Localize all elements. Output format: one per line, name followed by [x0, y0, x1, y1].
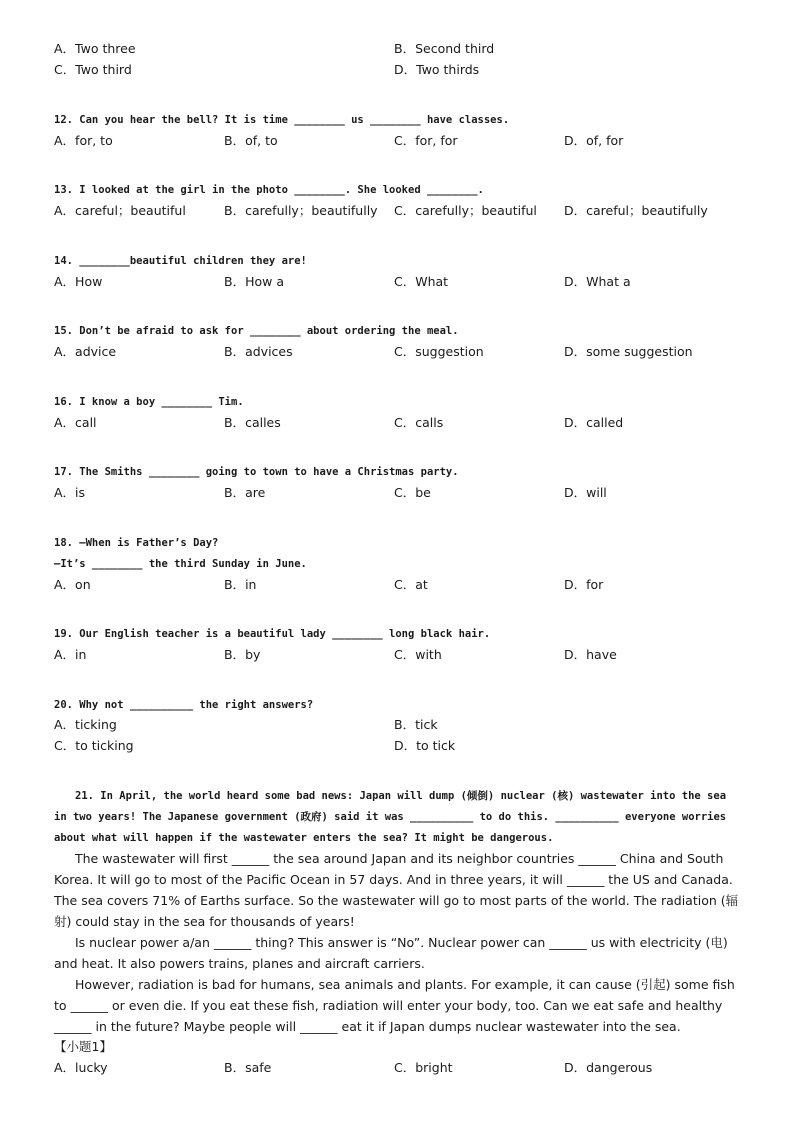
q16-stem: 16. I know a boy ________ Tim. — [54, 396, 244, 408]
q20-option-a: A．ticking — [54, 717, 117, 732]
q11-option-a: A．Two three — [54, 41, 136, 56]
q12-stem: 12. Can you hear the bell? It is time ________ us ________ have classes. — [54, 114, 510, 126]
q17-option-a: A．is — [54, 485, 86, 500]
q14-option-d: D．What a — [564, 274, 631, 289]
q16-option-d: D．called — [564, 415, 624, 430]
q12-option-d: D．of, for — [564, 133, 624, 148]
q15-option-a: A．advice — [54, 344, 117, 359]
q11-option-c: C．Two third — [54, 62, 132, 77]
q20-option-b: B．tick — [394, 717, 438, 732]
q12-option-c: C．for, for — [394, 133, 458, 148]
q19-option-b: B．by — [224, 647, 261, 662]
q21-option-c: C．bright — [394, 1060, 453, 1075]
q18-option-c: C．at — [394, 577, 428, 592]
q18-option-b: B．in — [224, 577, 257, 592]
q17-option-c: C．be — [394, 485, 431, 500]
q11-option-d: D．Two thirds — [394, 62, 480, 77]
q14-option-c: C．What — [394, 274, 449, 289]
q19-option-d: D．have — [564, 647, 617, 662]
q21-paragraph-1: The wastewater will first ______ the sea around Japan and its neighbor countries ______ China and South Korea. It will go to most of the Pacific Ocean in 57 days. And in three years, it will ______ the US and Canada. The sea covers 71% of Earths surface. So the wastewater will go to most parts of the world. The radiation (辐射) could stay in the sea for thousands of years! — [54, 851, 739, 929]
q17-option-d: D．will — [564, 485, 607, 500]
q13-option-a: A．careful；beautiful — [54, 203, 186, 218]
q14-option-b: B．How a — [224, 274, 284, 289]
q21-option-b: B．safe — [224, 1060, 272, 1075]
q19-option-a: A．in — [54, 647, 87, 662]
q16-option-c: C．calls — [394, 415, 444, 430]
q18-option-d: D．for — [564, 577, 604, 592]
q21-paragraph-3: However, radiation is bad for humans, sea animals and plants. For example, it can cause (引起) some fish to ______ or even die. If you eat these fish, radiation will enter your body, too. Can we eat safe and healthy ______ in the future? Maybe people will ______ eat it if Japan dumps nuclear wastewater into the sea. — [54, 977, 735, 1034]
q21-sub-label: 【小题1】 — [54, 1039, 112, 1054]
q15-stem: 15. Don’t be afraid to ask for ________ about ordering the meal. — [54, 325, 459, 337]
q15-option-c: C．suggestion — [394, 344, 484, 359]
q16-option-a: A．call — [54, 415, 97, 430]
q20-option-d: D．to tick — [394, 738, 456, 753]
q14-option-a: A．How — [54, 274, 103, 289]
q19-option-c: C．with — [394, 647, 442, 662]
q17-option-b: B．are — [224, 485, 266, 500]
q14-stem: 14. ________beautiful children they are! — [54, 255, 307, 267]
q17-stem: 17. The Smiths ________ going to town to have a Christmas party. — [54, 466, 459, 478]
q21-intro: 21. In April, the world heard some bad news: Japan will dump (倾倒) nuclear (核) wastewater into the sea in two years! The Japanese government (政府) said it was __________ to do this. __________ everyone worries about what will happen if the wastewater enters the sea? It might be dangerous. — [54, 790, 727, 844]
q18-stem-reply: —It’s ________ the third Sunday in June. — [54, 558, 307, 570]
q13-option-d: D．careful；beautifully — [564, 203, 708, 218]
q18-option-a: A．on — [54, 577, 91, 592]
q13-stem: 13. I looked at the girl in the photo ________. She looked ________. — [54, 184, 484, 196]
q21-option-a: A．lucky — [54, 1060, 108, 1075]
q11-option-b: B．Second third — [394, 41, 495, 56]
q15-option-b: B．advices — [224, 344, 293, 359]
q13-option-c: C．carefully；beautiful — [394, 203, 537, 218]
q12-option-a: A．for, to — [54, 133, 113, 148]
q15-option-d: D．some suggestion — [564, 344, 693, 359]
q21-paragraph-2: Is nuclear power a/an ______ thing? This answer is “No”. Nuclear power can ______ us with electricity (电) and heat. It also powers trains, planes and aircraft carriers. — [54, 935, 728, 971]
q16-option-b: B．calles — [224, 415, 281, 430]
q20-option-c: C．to ticking — [54, 738, 134, 753]
q18-stem: 18. —When is Father’s Day? — [54, 537, 219, 549]
q21-option-d: D．dangerous — [564, 1060, 653, 1075]
q19-stem: 19. Our English teacher is a beautiful lady ________ long black hair. — [54, 628, 491, 640]
q20-stem: 20. Why not __________ the right answers? — [54, 699, 314, 711]
q12-option-b: B．of, to — [224, 133, 278, 148]
q13-option-b: B．carefully；beautifully — [224, 203, 378, 218]
